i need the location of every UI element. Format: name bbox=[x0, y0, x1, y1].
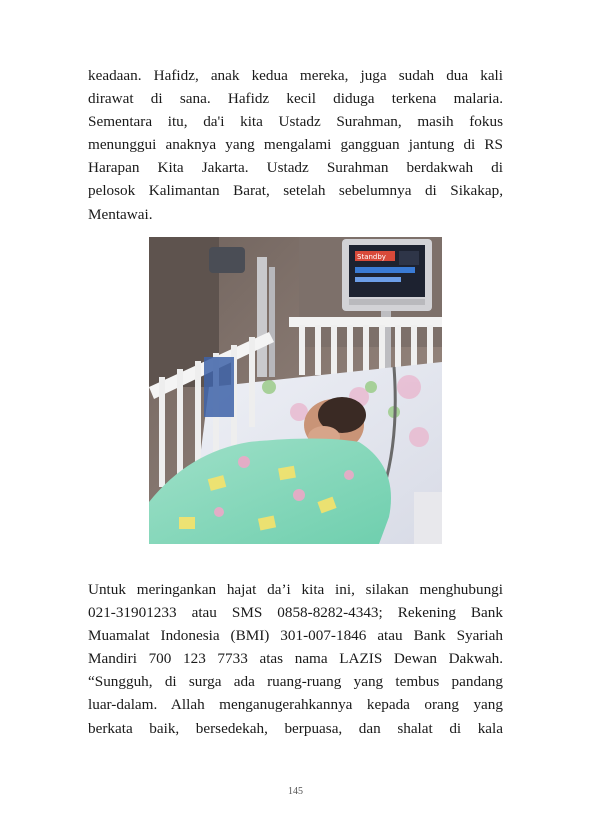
paragraph-2 bbox=[88, 578, 503, 740]
text-line: Muamalat Indonesia (BMI) 301-007-1846 atau Bank Syariah bbox=[88, 627, 503, 645]
text-line: Mentawai. bbox=[88, 205, 153, 223]
monitor-text: Standby bbox=[357, 253, 386, 261]
text-line: Harapan Kita Jakarta. Ustadz Surahman berdakwah di bbox=[88, 159, 503, 177]
paragraph-1 bbox=[88, 64, 503, 226]
text-line: Sementara itu, da'i kita Ustadz Surahman, masih fokus bbox=[88, 113, 503, 131]
text-line: 021-31901233 atau SMS 0858-8282-4343; Rekening Bank bbox=[88, 604, 503, 622]
text-line: berkata baik, bersedekah, berpuasa, dan shalat di kala bbox=[88, 719, 503, 737]
hospital-baby-photo bbox=[149, 237, 442, 544]
text-line: pelosok Kalimantan Barat, setelah sebelumnya di Sikakap, bbox=[88, 182, 503, 200]
text-line: luar-dalam. Allah menganugerahkannya kepada orang yang bbox=[88, 696, 503, 714]
text-line: Mandiri 700 123 7733 atas nama LAZIS Dewan Dakwah. bbox=[88, 650, 503, 668]
page-number: 145 bbox=[288, 786, 303, 797]
text-line: “Sungguh, di surga ada ruang-ruang yang tembus pandang bbox=[88, 673, 503, 691]
text-line: Untuk meringankan hajat da’i kita ini, silakan menghubungi bbox=[88, 581, 503, 598]
text-line: keadaan. Hafidz, anak kedua mereka, juga sudah dua kali bbox=[88, 67, 503, 84]
text-line: menunggui anaknya yang mengalami gangguan jantung di RS bbox=[88, 136, 503, 154]
text-line: dirawat di sana. Hafidz kecil diduga terkena malaria. bbox=[88, 90, 503, 108]
